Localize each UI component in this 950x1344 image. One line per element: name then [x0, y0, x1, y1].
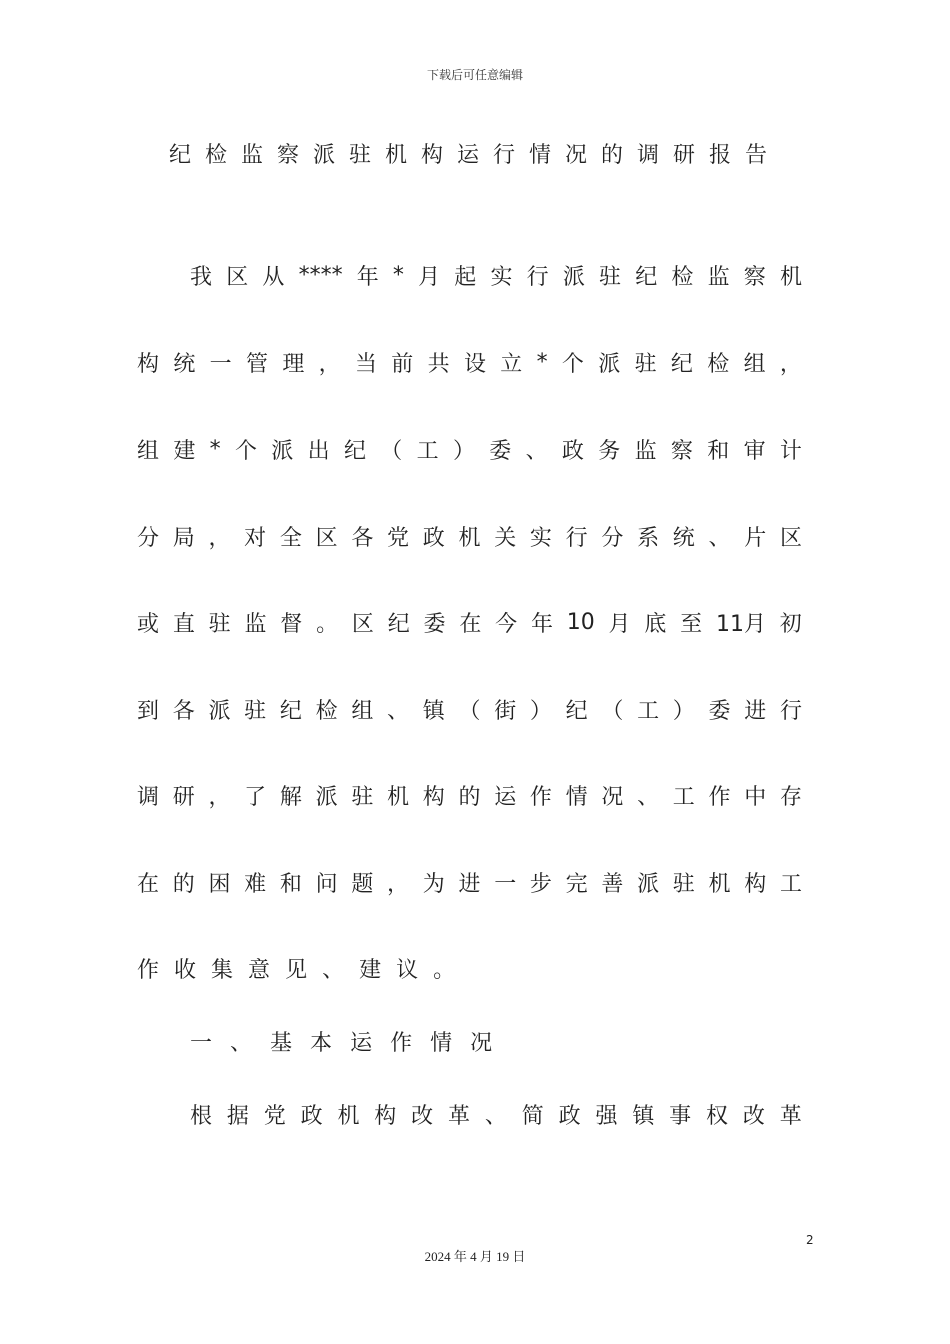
- text-char: 一: [190, 1030, 213, 1056]
- text-char: 的: [458, 784, 481, 810]
- text-char: 调: [137, 784, 160, 810]
- text-char: 前: [391, 351, 414, 377]
- text-char: 区: [226, 264, 249, 290]
- text-char: 派: [637, 871, 660, 897]
- text-char: 各: [351, 525, 374, 551]
- text-char: 系: [637, 525, 660, 551]
- text-char: 政: [422, 525, 445, 551]
- text-char: 镇: [632, 1103, 655, 1129]
- text-char: 局: [172, 525, 195, 551]
- text-char: 进: [744, 698, 767, 724]
- text-char: 组: [351, 698, 374, 724]
- text-line: [137, 778, 802, 812]
- text-char: 区: [779, 525, 802, 551]
- text-char: 监: [707, 264, 730, 290]
- text-char: 为: [422, 871, 445, 897]
- text-char: 派: [598, 351, 621, 377]
- text-char: *: [392, 262, 404, 288]
- text-char: 起: [454, 264, 477, 290]
- text-char: 情: [565, 784, 588, 810]
- text-char: 、: [708, 525, 731, 551]
- text-char: 一: [494, 871, 517, 897]
- text-char: 本: [310, 1030, 333, 1056]
- text-char: 解: [279, 784, 302, 810]
- text-char: （: [458, 698, 481, 724]
- text-char: 收: [174, 957, 197, 983]
- text-line: [190, 1097, 802, 1131]
- text-char: 善: [601, 871, 624, 897]
- text-char: 作: [390, 1030, 413, 1056]
- text-char: 作: [529, 784, 552, 810]
- text-char: 派: [208, 698, 231, 724]
- text-char: 研: [172, 784, 195, 810]
- text-char: 驻: [599, 264, 622, 290]
- text-line: [137, 432, 802, 466]
- text-char: 革: [448, 1103, 471, 1129]
- text-char: 运: [494, 784, 517, 810]
- text-char: 纪: [343, 438, 366, 464]
- text-char: 检: [671, 264, 694, 290]
- text-char: 监: [244, 611, 267, 637]
- text-char: 共: [427, 351, 450, 377]
- text-char: 检: [315, 698, 338, 724]
- text-char: 步: [529, 871, 552, 897]
- text-char: 党: [387, 525, 410, 551]
- text-char: 政: [558, 1103, 581, 1129]
- text-char: 纪: [670, 351, 693, 377]
- text-char: 街: [494, 698, 517, 724]
- text-char: *: [536, 349, 548, 375]
- text-char: 检: [707, 351, 730, 377]
- text-char: 工: [779, 871, 802, 897]
- page-number: 2: [806, 1233, 814, 1247]
- text-char: 政: [561, 438, 584, 464]
- text-char: ，: [387, 871, 410, 897]
- text-char: 况: [470, 1030, 493, 1056]
- header-note: 下载后可任意编辑: [426, 68, 523, 82]
- text-char: ）: [529, 698, 552, 724]
- text-char: 组: [137, 438, 160, 464]
- text-char: 纪: [565, 698, 588, 724]
- text-char: 驻: [351, 784, 374, 810]
- text-char: 、: [230, 1030, 253, 1056]
- text-char: 到: [137, 698, 160, 724]
- text-char: 驻: [244, 698, 267, 724]
- text-char: 我: [190, 264, 213, 290]
- text-char: 进: [458, 871, 481, 897]
- text-char: 建: [173, 438, 196, 464]
- text-char: 驻: [672, 871, 695, 897]
- text-char: （: [601, 698, 624, 724]
- text-line: [137, 865, 802, 899]
- text-char: 根: [190, 1103, 213, 1129]
- text-char: 行: [779, 698, 802, 724]
- text-char: 分: [601, 525, 624, 551]
- text-char: 建: [359, 957, 382, 983]
- text-char: 委: [489, 438, 512, 464]
- text-char: 难: [244, 871, 267, 897]
- text-char: 工: [637, 698, 660, 724]
- text-char: 和: [279, 871, 302, 897]
- text-char: 个: [234, 438, 257, 464]
- text-char: ****: [298, 262, 343, 288]
- text-line: [190, 1024, 510, 1058]
- text-char: 至: [680, 611, 703, 637]
- text-char: 当: [354, 351, 377, 377]
- text-char: 机: [337, 1103, 360, 1129]
- text-char: 、: [525, 438, 548, 464]
- text-char: 理: [282, 351, 305, 377]
- text-char: 察: [743, 264, 766, 290]
- text-char: 一: [209, 351, 232, 377]
- text-char: 月: [418, 264, 441, 290]
- text-char: 情: [430, 1030, 453, 1056]
- text-char: 中: [744, 784, 767, 810]
- text-char: 困: [208, 871, 231, 897]
- text-char: 改: [411, 1103, 434, 1129]
- text-char: 各: [172, 698, 195, 724]
- text-char: 对: [244, 525, 267, 551]
- text-char: 集: [211, 957, 234, 983]
- text-char: 工: [672, 784, 695, 810]
- text-char: 派: [315, 784, 338, 810]
- text-char: 、: [387, 698, 410, 724]
- text-char: 况: [601, 784, 624, 810]
- text-char: 的: [172, 871, 195, 897]
- text-char: 存: [779, 784, 802, 810]
- text-char: 完: [565, 871, 588, 897]
- text-char: 统: [173, 351, 196, 377]
- text-char: 设: [463, 351, 486, 377]
- document-title: 纪检监察派驻机构运行情况的调研报告: [168, 143, 781, 168]
- text-char: 分: [137, 525, 160, 551]
- text-char: 从: [262, 264, 285, 290]
- text-char: 计: [779, 438, 802, 464]
- text-char: 机: [779, 264, 802, 290]
- text-char: 政: [300, 1103, 323, 1129]
- text-char: 区: [351, 611, 374, 637]
- text-char: 革: [779, 1103, 802, 1129]
- text-char: 年: [530, 611, 553, 637]
- text-char: 驻: [634, 351, 657, 377]
- text-char: 构: [137, 351, 160, 377]
- text-char: 或: [137, 611, 160, 637]
- text-char: 了: [244, 784, 267, 810]
- text-char: ）: [672, 698, 695, 724]
- text-char: 驻: [208, 611, 231, 637]
- text-char: 机: [458, 525, 481, 551]
- text-char: 统: [672, 525, 695, 551]
- text-char: 初: [779, 611, 802, 637]
- text-char: 机: [708, 871, 731, 897]
- text-char: 直: [172, 611, 195, 637]
- text-char: 10: [566, 609, 595, 635]
- text-char: （: [380, 438, 403, 464]
- text-char: 出: [307, 438, 330, 464]
- text-char: 作: [137, 957, 160, 983]
- text-line: [137, 605, 802, 639]
- text-char: 委: [423, 611, 446, 637]
- text-char: 和: [707, 438, 730, 464]
- footer-date: 2024 年 4 月 19 日: [424, 1249, 526, 1264]
- text-char: 改: [742, 1103, 765, 1129]
- text-char: 议: [396, 957, 419, 983]
- text-char: 组: [743, 351, 766, 377]
- text-char: 构: [422, 784, 445, 810]
- text-char: 督: [280, 611, 303, 637]
- text-char: 行: [526, 264, 549, 290]
- text-char: 见: [285, 957, 308, 983]
- text-char: ，: [208, 525, 231, 551]
- text-char: 运: [350, 1030, 373, 1056]
- text-char: 构: [374, 1103, 397, 1129]
- text-char: 11月: [715, 611, 766, 637]
- text-char: 强: [595, 1103, 618, 1129]
- text-char: ，: [779, 351, 802, 377]
- text-char: 在: [459, 611, 482, 637]
- text-char: 构: [744, 871, 767, 897]
- text-char: 镇: [422, 698, 445, 724]
- text-char: 个: [561, 351, 584, 377]
- text-char: 今: [495, 611, 518, 637]
- text-char: 。: [433, 957, 456, 983]
- text-char: 务: [598, 438, 621, 464]
- text-char: 委: [708, 698, 731, 724]
- text-char: *: [209, 436, 221, 462]
- text-char: ，: [208, 784, 231, 810]
- text-char: ）: [452, 438, 475, 464]
- text-char: 派: [271, 438, 294, 464]
- text-char: 察: [670, 438, 693, 464]
- text-char: 、: [484, 1103, 507, 1129]
- text-char: 据: [226, 1103, 249, 1129]
- text-line: [137, 951, 802, 985]
- text-char: 实: [529, 525, 552, 551]
- text-char: 工: [416, 438, 439, 464]
- text-char: 意: [248, 957, 271, 983]
- text-char: 底: [644, 611, 667, 637]
- text-char: 区: [315, 525, 338, 551]
- text-char: 立: [500, 351, 523, 377]
- text-char: 关: [494, 525, 517, 551]
- text-char: 基: [270, 1030, 293, 1056]
- text-line: [137, 519, 802, 553]
- text-char: 纪: [279, 698, 302, 724]
- text-line: [190, 258, 802, 292]
- text-char: 问: [315, 871, 338, 897]
- text-char: 。: [316, 611, 339, 637]
- text-char: 纪: [387, 611, 410, 637]
- text-char: 权: [706, 1103, 729, 1129]
- text-char: 纪: [635, 264, 658, 290]
- text-char: 派: [562, 264, 585, 290]
- text-char: ，: [318, 351, 341, 377]
- text-char: 、: [322, 957, 345, 983]
- text-char: 年: [356, 264, 379, 290]
- text-char: 党: [263, 1103, 286, 1129]
- text-line: [137, 345, 802, 379]
- text-line: [137, 692, 802, 726]
- text-char: 全: [279, 525, 302, 551]
- text-char: 事: [669, 1103, 692, 1129]
- text-char: 题: [351, 871, 374, 897]
- text-char: 、: [637, 784, 660, 810]
- text-char: 在: [137, 871, 160, 897]
- text-char: 片: [744, 525, 767, 551]
- text-char: 实: [490, 264, 513, 290]
- text-char: 作: [708, 784, 731, 810]
- text-char: 机: [387, 784, 410, 810]
- text-char: 月: [608, 611, 631, 637]
- text-char: 简: [521, 1103, 544, 1129]
- text-char: 行: [565, 525, 588, 551]
- text-char: 审: [743, 438, 766, 464]
- text-char: 监: [634, 438, 657, 464]
- text-char: 管: [245, 351, 268, 377]
